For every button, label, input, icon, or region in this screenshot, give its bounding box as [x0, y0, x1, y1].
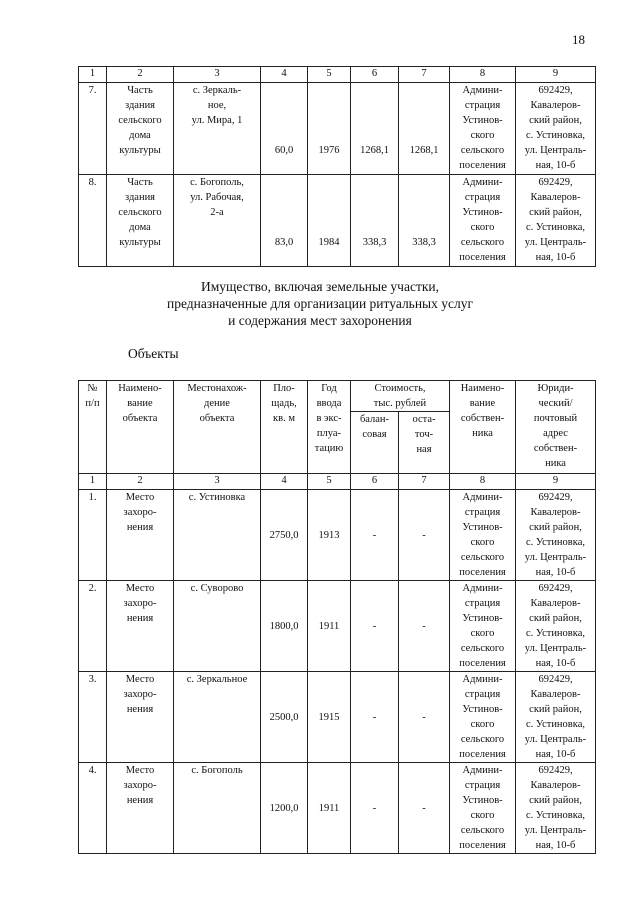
column-number: 2 [107, 67, 174, 83]
balance-cost: - [351, 581, 399, 672]
header-owner: Наимено- вание собствен- ника [450, 381, 516, 474]
residual-cost: 338,3 [399, 175, 450, 267]
object-name: Место захоро- нения [107, 763, 174, 854]
row-number: 7. [79, 83, 107, 175]
header-row [79, 381, 596, 412]
header-name: Наимено- вание объекта [107, 381, 174, 474]
residual-cost: 1268,1 [399, 83, 450, 175]
owner-address: 692429, Кавалеров- ский район, с. Устиновка, ул. Централь- ная, 10-б [516, 83, 596, 175]
row-number: 2. [79, 581, 107, 672]
header-location: Местонахож- дение объекта [174, 381, 261, 474]
row-number: 1. [79, 490, 107, 581]
header-residual: оста- точ- ная [399, 412, 450, 474]
table-row [79, 490, 596, 581]
column-number: 2 [107, 474, 174, 490]
object-name: Место захоро- нения [107, 490, 174, 581]
commission-year: 1915 [308, 672, 351, 763]
column-number: 1 [79, 474, 107, 490]
column-number: 8 [450, 67, 516, 83]
object-location: с. Богополь [174, 763, 261, 854]
residual-cost: - [399, 672, 450, 763]
object-area: 83,0 [261, 175, 308, 267]
commission-year: 1976 [308, 83, 351, 175]
row-number: 4. [79, 763, 107, 854]
commission-year: 1984 [308, 175, 351, 267]
owner-address: 692429, Кавалеров- ский район, с. Устиновка, ул. Централь- ная, 10-б [516, 672, 596, 763]
object-location: с. Зеркаль- ное, ул. Мира, 1 [174, 83, 261, 175]
column-number: 9 [516, 474, 596, 490]
column-number: 1 [79, 67, 107, 83]
commission-year: 1911 [308, 581, 351, 672]
header-balance: балан- совая [351, 412, 399, 474]
object-area: 1800,0 [261, 581, 308, 672]
header-area: Пло- щадь, кв. м [261, 381, 308, 474]
header-cost: Стоимость, тыс. рублей [351, 381, 450, 412]
column-number: 9 [516, 67, 596, 83]
table-row [79, 581, 596, 672]
page-number: 18 [572, 32, 585, 47]
owner-address: 692429, Кавалеров- ский район, с. Устиновка, ул. Централь- ная, 10-б [516, 581, 596, 672]
column-number: 8 [450, 474, 516, 490]
row-number: 3. [79, 672, 107, 763]
owner-name: Админи- страция Устинов- ского сельского поселения [450, 175, 516, 267]
residual-cost: - [399, 490, 450, 581]
balance-cost: - [351, 763, 399, 854]
object-name: Место захоро- нения [107, 581, 174, 672]
owner-name: Админи- страция Устинов- ского сельского поселения [450, 581, 516, 672]
table-row [79, 763, 596, 854]
object-location: с. Зеркальное [174, 672, 261, 763]
column-number: 4 [261, 67, 308, 83]
object-name: Часть здания сельского дома культуры [107, 83, 174, 175]
column-number: 6 [351, 67, 399, 83]
owner-address: 692429, Кавалеров- ский район, с. Устиновка, ул. Централь- ная, 10-б [516, 763, 596, 854]
table-row [79, 83, 596, 175]
column-number: 5 [308, 67, 351, 83]
column-number: 3 [174, 67, 261, 83]
row-number: 8. [79, 175, 107, 267]
object-name: Часть здания сельского дома культуры [107, 175, 174, 267]
balance-cost: - [351, 672, 399, 763]
residual-cost: - [399, 763, 450, 854]
object-location: с. Суворово [174, 581, 261, 672]
burial-sites-table [78, 380, 596, 854]
object-location: с. Устиновка [174, 490, 261, 581]
object-area: 2500,0 [261, 672, 308, 763]
column-number: 6 [351, 474, 399, 490]
owner-name: Админи- страция Устинов- ского сельского поселения [450, 672, 516, 763]
column-number: 7 [399, 67, 450, 83]
owner-address: 692429, Кавалеров- ский район, с. Устиновка, ул. Централь- ная, 10-б [516, 175, 596, 267]
column-number-row [79, 474, 596, 490]
column-number: 3 [174, 474, 261, 490]
owner-name: Админи- страция Устинов- ского сельского поселения [450, 83, 516, 175]
table-row [79, 175, 596, 267]
objects-label: Объекты [128, 346, 179, 361]
column-number: 5 [308, 474, 351, 490]
balance-cost: 1268,1 [351, 83, 399, 175]
header-year: Год ввода в экс- плуа- тацию [308, 381, 351, 474]
owner-name: Админи- страция Устинов- ского сельского поселения [450, 763, 516, 854]
owner-address: 692429, Кавалеров- ский район, с. Устиновка, ул. Централь- ная, 10-б [516, 490, 596, 581]
header-address: Юриди- ческий/ почтовый адрес собствен- ника [516, 381, 596, 474]
commission-year: 1913 [308, 490, 351, 581]
owner-name: Админи- страция Устинов- ского сельского поселения [450, 490, 516, 581]
object-area: 2750,0 [261, 490, 308, 581]
table-row [79, 672, 596, 763]
residual-cost: - [399, 581, 450, 672]
balance-cost: 338,3 [351, 175, 399, 267]
property-table-continued [78, 66, 596, 267]
header-no: № п/п [79, 381, 107, 474]
object-area: 60,0 [261, 83, 308, 175]
column-number: 7 [399, 474, 450, 490]
object-area: 1200,0 [261, 763, 308, 854]
object-name: Место захоро- нения [107, 672, 174, 763]
object-location: с. Богополь, ул. Рабочая, 2-а [174, 175, 261, 267]
column-number-row [79, 67, 596, 83]
column-number: 4 [261, 474, 308, 490]
commission-year: 1911 [308, 763, 351, 854]
balance-cost: - [351, 490, 399, 581]
section-heading: Имущество, включая земельные участки, предназначенные для организации ритуальных услуг и содержания мест захоронения [166, 279, 474, 328]
